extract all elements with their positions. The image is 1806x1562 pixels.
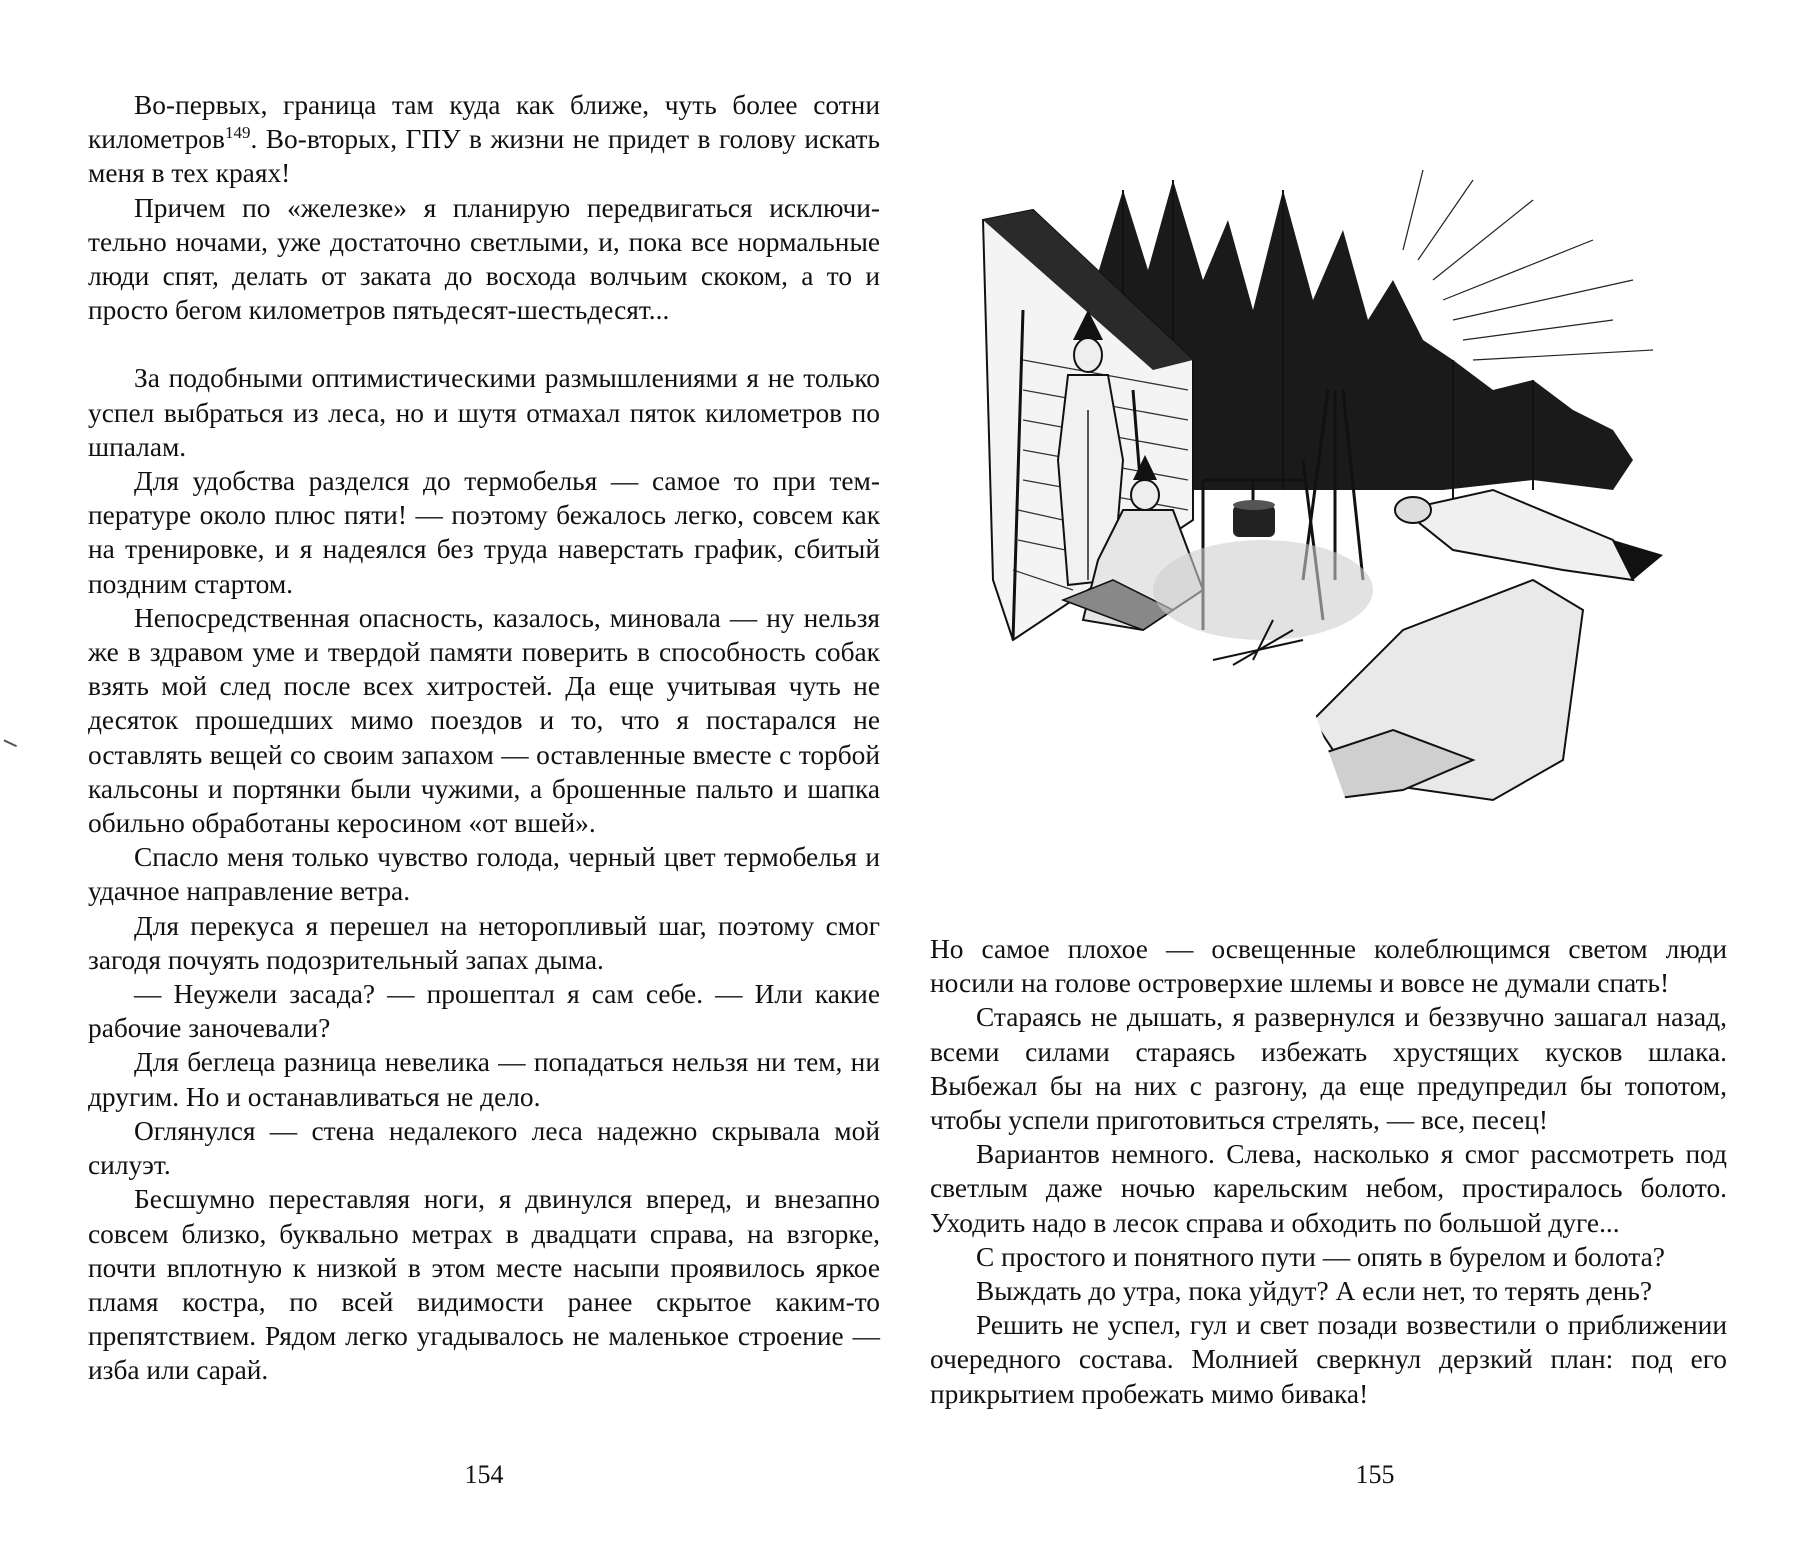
paragraph: Для беглеца разница невелика — попадаться нельзя ни тем, ни другим. Но и останавливаться не дело.	[88, 1047, 880, 1112]
paragraph: Бесшумно переставляя ноги, я двинулся вперед, и внезапно совсем близко, буквально метрах в двадцати справа, на взгорке, почти вплотную к низкой в этом месте насыпи проявилось яркое пламя костра, по всей видимости ранее скрытое каким-то препятствием. Рядом легко угадывалось не маленькое строение — изба или сарай.	[88, 1184, 880, 1386]
paragraph: Решить не успел, гул и свет позади возвестили о приближении очередного состава. Молнией сверкнул дерзкий план: под его прикрытием пробежать мимо бивака!	[930, 1310, 1727, 1409]
paragraph: Выждать до утра, пока уйдут? А если нет, то терять день?	[976, 1276, 1653, 1307]
page-number: 155	[1355, 1460, 1395, 1489]
paragraph: Стараясь не дышать, я развернулся и беззвучно зашагал назад, всеми силами стараясь избежать хрустящих кусков шлака. Выбежал бы на них с разгону, да еще предупредил бы топотом, чтобы успели приготовиться стрелять, — все, песец!	[930, 1002, 1727, 1136]
paragraph-text: . Во-вторых, ГПУ в жизни не придет в голову искать меня в тех краях!	[88, 124, 880, 189]
paragraph: Оглянулся — стена недалекого леса надежно скрывала мой силуэт.	[88, 1115, 880, 1181]
paragraph: Для перекуса я перешел на неторопливый шаг, поэтому смог загодя почуять подозрительный запах дыма.	[88, 910, 880, 975]
margin-speck	[1, 739, 17, 752]
campfire-glow	[1153, 540, 1373, 640]
paragraph: С простого и понятного пути — опять в бурелом и болота?	[976, 1241, 1665, 1272]
right-page-text	[930, 932, 1727, 1411]
paragraph: За подобными оптимистическими размышлениями я не только успел выбраться из леса, но и шутя отмахал пяток километров по шпалам.	[88, 363, 880, 462]
paragraph	[88, 88, 880, 191]
footnote-marker: 149	[224, 123, 251, 143]
sleeping-soldier	[1395, 490, 1663, 580]
right-page	[903, 0, 1806, 1562]
paragraph: Спасло меня только чувство голода, черный цвет термобелья и удачное направление ветра.	[88, 842, 880, 907]
paragraph: Для удобства разделся до термобелья — самое то при температуре около плюс пяти! — поэтому бежалось легко, совсем как на тренировке, и я надеялся без труда наверстать график, сбитый поздним стартом.	[88, 466, 880, 599]
dialogue-paragraph: — Неужели засада? — прошептал я сам себе. — Или какие рабочие заночевали?	[88, 979, 880, 1044]
paragraph: Непосредственная опасность, казалось, миновала — ну нельзя же в здравом уме и твердой памяти поверить в способность собак взять мой след после всех хитростей. Да еще учитывая чуть не десяток прошедших мимо поездов и то, что я постарался не оставлять вещей со своим запахом — оставленные вместе с торбой кальсоны и портянки были чужими, а брошенные пальто и шапка обильно обработаны керосином «от вшей».	[88, 602, 880, 839]
paragraph: Причем по «железке» я планирую передвигаться исключительно ночами, уже достаточно светлыми, и, пока все нормальные люди спят, делать от заката до восхода волчьим скоком, а то и просто бегом километров пятьдесят-шестьдесят...	[88, 192, 880, 326]
campfire-illustration	[973, 160, 1693, 880]
section-break	[88, 327, 880, 361]
paragraph-text: Во-первых, граница там куда как ближе, чуть более сотни километров	[88, 90, 880, 155]
paragraph: Вариантов немного. Слева, насколько я смог рассмотреть под светлым даже ночью карельским небом, простиралось болото. Уходить надо в лесок справа и обходить по большой дуге...	[930, 1139, 1727, 1238]
page-number: 154	[464, 1460, 504, 1489]
paragraph: Но самое плохое — освещенные колеблющимся светом люди носили на голове островерхие шлемы и вовсе не думали спать!	[930, 934, 1727, 999]
left-page-text	[88, 88, 880, 1388]
